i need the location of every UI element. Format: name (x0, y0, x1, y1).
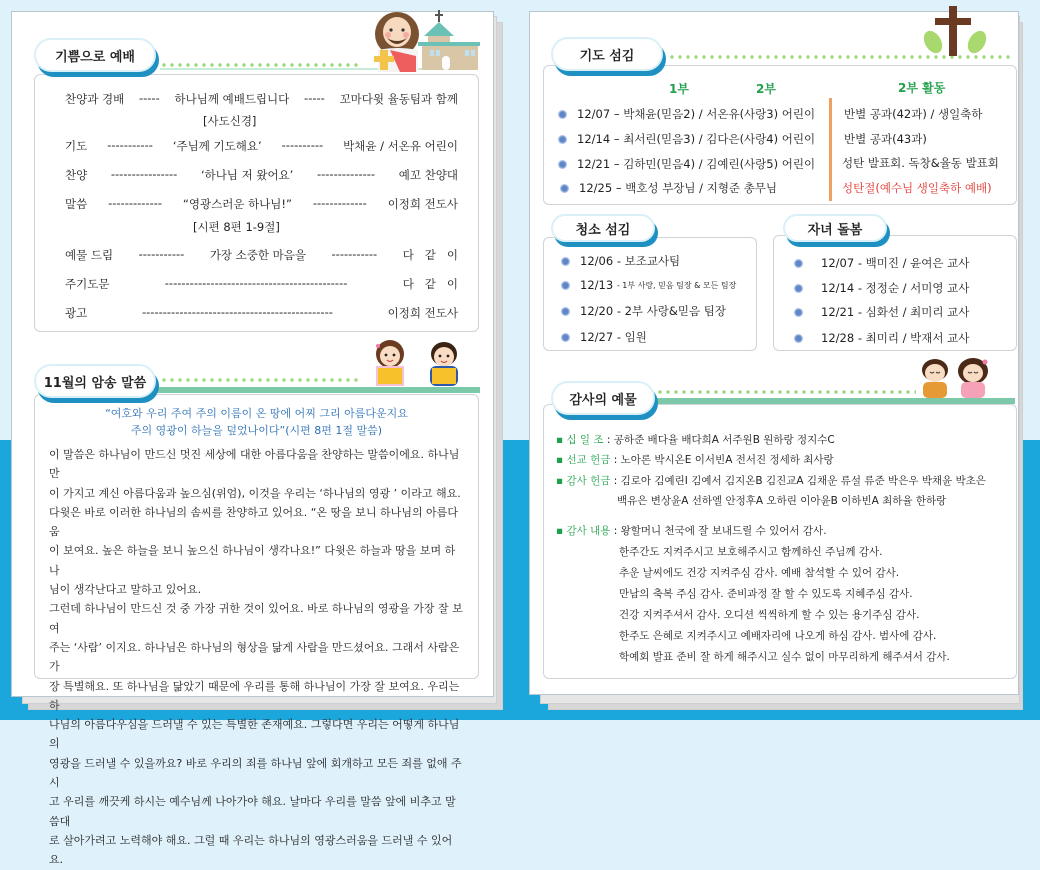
prayer-names: – 박채윤(믿음2) / 서온유(사랑3) 어린이 (613, 107, 816, 121)
decorative-rail (656, 388, 916, 396)
cross-illustration (915, 6, 995, 58)
worship-content: ‘주님께 기도해요’ (172, 139, 262, 153)
bullet-icon (558, 135, 567, 144)
thanks-line: 한주간도 지켜주시고 보호해주시고 함께하신 주님께 감사. (619, 546, 883, 558)
date: 12/21 (577, 157, 611, 171)
paragraph-line: 님이 생각난다고 말하고 있어요. (49, 583, 202, 597)
worship-row (65, 247, 458, 263)
separator: : (610, 475, 621, 487)
offering-names: 김로아 김예린I 김예서 김지온B 김진교A 김채운 류설 류준 박은우 박채윤 박초은 (620, 475, 986, 487)
worship-content: ‘하나님 저 왔어요’ (200, 168, 294, 182)
worship-leader: 다 같 이 (402, 248, 458, 262)
worship-row (65, 305, 458, 321)
prayer-names: – 최서린(믿음3) / 김다은(사랑4) 어린이 (613, 132, 816, 146)
childcare-teachers: - 정정순 / 서미영 교사 (857, 281, 970, 295)
offering-names: 공하준 배다율 배다희A 서주원B 원하랑 정지수C (613, 434, 835, 446)
worship-leader: 꼬마다윗 율동팀과 함께 (339, 92, 458, 106)
section-title-cleaning (551, 214, 655, 242)
paragraph-line: 영광을 드러낼 수 있을까요? 바로 우리의 죄를 하나님 앞에 회개하고 모든 죄를 없애 주시 (49, 756, 462, 790)
memory-verse-explanation (49, 445, 464, 870)
paragraph-line: 이 보여요. 높은 하늘을 보니 높으신 하나님이 생각나요!” 다윗은 하늘과 땅을 보며 하나 (49, 544, 456, 577)
date: 12/28 (821, 331, 855, 345)
dashes: ------------- (312, 196, 367, 210)
bullet-icon (558, 110, 567, 119)
childcare-teachers: - 심화선 / 최미리 교사 (857, 305, 970, 319)
separator: : (610, 525, 621, 537)
prayer-row (560, 180, 777, 196)
thanks-line: 한주도 은혜로 지켜주시고 예배자리에 나오게 하심 감사. 범사에 감사. (619, 630, 937, 642)
section-title-text: 11월의 암송 말씀 (43, 375, 147, 391)
worship-row (65, 276, 458, 292)
worship-content: 가장 소중한 마음을 (209, 248, 306, 262)
worship-item: 찬양 (65, 168, 88, 182)
activity: 반별 공과(43과) (844, 132, 927, 146)
date: 12/20 (580, 304, 614, 318)
childcare-box (773, 235, 1017, 351)
dashes: ----- (138, 91, 160, 105)
childcare-row (794, 304, 969, 320)
offering-row-tithe (556, 432, 835, 447)
worship-content: “영광스러운 하나님!” (182, 197, 292, 211)
bullet-icon (794, 308, 803, 317)
cleaning-box (543, 237, 757, 351)
worship-subtext: [시편 8편 1-9절] (193, 220, 280, 234)
dashes: ----- (304, 91, 325, 105)
worship-leader: 이정희 전도사 (387, 197, 458, 211)
prayer-row (558, 131, 815, 147)
thanks-line: 만남의 축복 주심 감사. 준비과정 잘 할 수 있도록 지혜주심 감사. (619, 588, 913, 600)
worship-row (65, 196, 458, 212)
paragraph-line: 장 특별해요. 또 하나님을 닮았기 때문에 우리를 통해 하나님이 가장 잘 보여요. 우리는 하 (49, 679, 460, 712)
worship-item: 광고 (65, 306, 88, 320)
cleaning-team: - 보조교사팀 (616, 254, 681, 268)
offering-label: ▪ 감사 내용 (556, 525, 611, 537)
separator: : (603, 434, 614, 446)
dashes: ----------- (138, 247, 185, 261)
cleaning-row (561, 253, 680, 269)
prayer-names: – 백호성 부장님 / 지형준 총무님 (615, 181, 778, 195)
date: 12/21 (821, 305, 855, 319)
paragraph-line: 로 살아가려고 노력해야 해요. 그럴 때 우리는 하나님의 영광스러움을 드러낼 수 있어요. (49, 833, 453, 867)
section-title-prayer (551, 37, 663, 71)
thanks-line: 왕할머니 천국에 잘 보내드릴 수 있어서 감사. (620, 525, 827, 537)
offering-row-mission (556, 452, 834, 467)
worship-leader: 이정희 전도사 (387, 306, 458, 320)
paragraph-line: 그런데 하나님이 만드신 것 중 가장 귀한 것이 있어요. 바로 하나님의 영광을 가장 잘 보여 (49, 602, 463, 635)
offering-label: ▪ 감사 헌금 (556, 475, 611, 487)
section-title-text: 기쁨으로 예배 (55, 49, 135, 65)
cleaning-row (561, 278, 736, 292)
dashes: -------------- (316, 167, 376, 181)
paragraph-line: 다윗은 바로 이러한 하나님의 솜씨를 찬양하고 있어요. “온 땅을 보니 하나님의 아름다움 (49, 505, 458, 539)
prayer-box (543, 65, 1017, 205)
cleaning-team: - 1부 사랑, 믿음 팀장 & 모든 팀장 (616, 280, 737, 290)
cleaning-row (561, 303, 726, 319)
divider (829, 98, 832, 201)
date: 12/07 (577, 107, 611, 121)
offering-names: 노아론 박시온E 이서빈A 전서진 정세하 최사랑 (620, 454, 834, 466)
date: 12/14 (821, 281, 855, 295)
prayer-row (558, 156, 815, 172)
date: 12/13 (580, 278, 614, 292)
worship-row (65, 167, 458, 183)
bullet-icon (794, 259, 803, 268)
separator: : (610, 454, 621, 466)
thanks-line: 건강 지켜주셔서 감사. 오디션 씩씩하게 할 수 있는 용기주심 감사. (619, 609, 920, 621)
dashes: ---------- (281, 138, 324, 152)
childcare-row (794, 280, 969, 296)
cleaning-team: - 임원 (616, 330, 647, 344)
jesus-church-illustration (360, 10, 490, 74)
offering-row-thanks (556, 473, 986, 488)
memory-verse-line: 주의 영광이 하늘을 덮었나이다”(시편 8편 1절 말씀) (130, 424, 383, 437)
offering-label: ▪ 십 일 조 (556, 434, 604, 446)
offering-row-thanks-content (556, 523, 827, 538)
column-header: 2부 활동 (898, 81, 946, 95)
worship-item: 기도 (65, 139, 88, 153)
cleaning-team: - 2부 사랑&믿음 팀장 (616, 304, 726, 318)
childcare-row (794, 255, 969, 271)
prayer-names: – 김하민(믿음4) / 김예린(사랑5) 어린이 (613, 157, 816, 171)
worship-item: 주기도문 (65, 277, 110, 291)
offering-box (543, 404, 1017, 679)
dashes: ------------- (108, 196, 163, 210)
thanks-line: 학예회 발표 준비 잘 하게 해주시고 실수 없이 마무리하게 해주셔서 감사. (619, 651, 950, 663)
memory-verse-box (34, 394, 479, 867)
bullet-icon (561, 281, 570, 290)
worship-item: 찬양과 경배 (65, 92, 125, 106)
praying-children-illustration (915, 354, 995, 400)
dashes: ---------------- (110, 167, 178, 181)
paragraph-line: 나님의 아름다우심을 드러낼 수 있는 특별한 존재예요. 그렇다면 우리는 어떻게 하나님의 (49, 718, 460, 751)
offering-label: ▪ 선교 헌금 (556, 454, 611, 466)
memory-verse-line: “여호와 우리 주여 주의 이름이 온 땅에 어찌 그리 아름다운지요 (105, 407, 408, 420)
prayer-row (558, 106, 815, 122)
section-title-memory-verse (34, 364, 156, 398)
decorative-rail (160, 376, 360, 384)
date: 12/14 (577, 132, 611, 146)
bullet-icon (560, 184, 569, 193)
worship-order-box (34, 74, 479, 332)
bullet-icon (794, 284, 803, 293)
bullet-icon (561, 307, 570, 316)
date: 12/27 (580, 330, 614, 344)
thanks-line: 추운 날씨에도 건강 지켜주심 감사. 예배 참석할 수 있어 감사. (619, 567, 900, 579)
bullet-icon (561, 257, 570, 266)
dashes: -------------------------------------------- (164, 276, 348, 290)
dashes: ---------------------------------------------- (142, 305, 333, 319)
section-title-offering (551, 381, 655, 415)
childcare-row (794, 330, 969, 346)
dashes: ----------- (331, 247, 378, 261)
date: 12/07 (821, 256, 855, 270)
worship-content: 하나님께 예배드립니다 (174, 92, 290, 106)
date: 12/25 (579, 181, 613, 195)
childcare-teachers: - 최미리 / 박재서 교사 (857, 331, 970, 345)
section-title-text: 기도 섬김 (579, 48, 635, 64)
activity: 반별 공과(42과) / 생일축하 (844, 107, 983, 121)
worship-leader: 예꼬 찬양대 (398, 168, 458, 182)
worship-row (65, 138, 458, 154)
offering-names: 백유은 변상윤A 선하엘 안정후A 오하린 이아윤B 이하빈A 최하율 한하랑 (617, 495, 947, 507)
date: 12/06 (580, 254, 614, 268)
bullet-icon (794, 334, 803, 343)
section-title-childcare (783, 214, 887, 242)
paragraph-line: 고 우리를 깨끗케 하시는 예수님께 나아가야 해요. 날마다 우리를 말씀 앞에 비추고 말씀대 (49, 795, 456, 828)
worship-item: 말씀 (65, 197, 88, 211)
childcare-teachers: - 백미진 / 윤여은 교사 (857, 256, 970, 270)
paragraph-line: 이 말씀은 하나님이 만드신 멋진 세상에 대한 아름다움을 찬양하는 말씀이에요. 하나님만 (49, 448, 460, 481)
dashes: ----------- (107, 138, 153, 152)
bullet-icon (561, 333, 570, 342)
paragraph-line: 이 가지고 계신 아름다움과 높으심(위엄), 이것을 우리는 ‘하나님의 영광 ’ 이라고 해요. (49, 486, 461, 500)
worship-leader: 다 같 이 (402, 277, 458, 291)
worship-item: 예물 드림 (65, 248, 114, 262)
section-title-text: 청소 섬김 (575, 222, 631, 238)
column-header: 1부 (669, 82, 689, 96)
worship-subtext: [사도신경] (203, 114, 257, 128)
paragraph-line: 주는 ‘사람’ 이지요. 하나님은 하나님의 형상을 닮게 사람을 만드셨어요. 그래서 사람은 가 (49, 640, 460, 674)
bullet-icon (558, 160, 567, 169)
worship-leader: 박채윤 / 서온유 어린이 (343, 139, 458, 153)
cleaning-row (561, 329, 647, 345)
activity: 성탄 발표회. 독창&율동 발표회 (842, 156, 999, 170)
worship-row (65, 91, 458, 107)
section-title-text: 감사의 예물 (569, 392, 637, 408)
section-title-worship (34, 38, 156, 72)
section-title-text: 자녀 돌봄 (807, 222, 863, 238)
column-header: 2부 (756, 82, 776, 96)
reading-children-illustration (372, 338, 472, 390)
activity-highlight: 성탄절(예수님 생일축하 예배) (842, 181, 992, 195)
